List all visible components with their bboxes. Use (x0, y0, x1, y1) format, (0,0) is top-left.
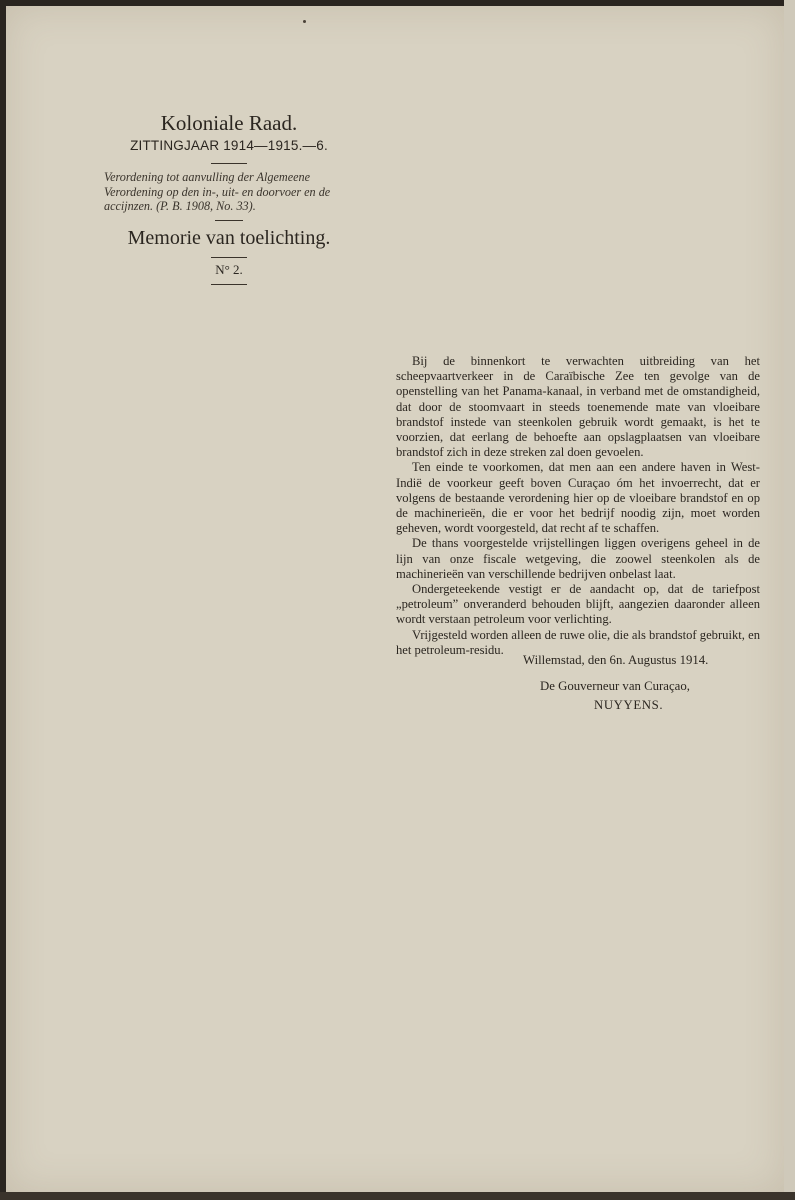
ordinance-subject: Verordening tot aanvulling der Algemeene Verordening op den in-, uit- en doorvoer en de accijnzen. (P. B. 1908, No. 33). (104, 170, 331, 213)
paragraph: Ten einde te voorkomen, dat men aan een andere haven in West-Indië de voorkeur geeft boven Curaçao óm het invoerrecht, dat er volgens de bestaande verordening hier op de vloeibare brandstof en op de machinerieën, die er voor het bedrijf noodig zijn, moet worden geheven, wordt voorgesteld, dat recht af te schaffen. (396, 460, 760, 536)
divider (211, 163, 247, 164)
document-page (6, 6, 784, 1192)
header-block (96, 110, 362, 291)
document-number: N° 2. (215, 261, 243, 277)
council-title: Koloniale Raad. (160, 111, 298, 135)
divider (211, 284, 247, 285)
session-year: ZITTINGJAAR 1914—1915.—6. (130, 138, 328, 153)
memorandum-body (396, 354, 760, 658)
divider (211, 257, 247, 258)
paragraph: De thans voorgestelde vrijstellingen liggen overigens geheel in de lijn van onze fiscale wetgeving, die zoowel steenkolen als de machinerieën van verschillende bedrijven onbelast laat. (396, 536, 760, 581)
document-type: Memorie van toelichting. (127, 226, 331, 249)
place-date: Willemstad, den 6n. Augustus 1914. (523, 653, 709, 667)
page-edge-bottom (0, 1192, 795, 1200)
paragraph: Ondergeteekende vestigt er de aandacht op, dat de tariefpost „petroleum” onveranderd behouden blijft, aangezien daaronder alleen wordt verstaan petroleum voor verlichting. (396, 582, 760, 627)
ink-dot (303, 20, 306, 23)
paragraph: Vrijgesteld worden alleen de ruwe olie, die als brandstof gebruikt, en het petroleum-residu. (396, 627, 760, 657)
signatory-role: De Gouverneur van Curaçao, (540, 679, 690, 693)
signatory-name: NUYYENS. (594, 698, 664, 712)
page-edge-right (784, 0, 795, 1200)
divider (215, 220, 243, 221)
paragraph: Bij de binnenkort te verwachten uitbreiding van het scheepvaartverkeer in de Caraïbische Zee ten gevolge van de openstelling van het Panama-kanaal, in verband met de omstandigheid, dat door de stoomvaart in steeds toenemende mate van vloeibare brandstof instede van steenkolen gebruik wordt gemaakt, is het te voorzien, dat eerlang de behoefte aan opslagplaatsen van vloeibare brandstof zich in deze streken zal doen gevoelen. (396, 354, 760, 460)
